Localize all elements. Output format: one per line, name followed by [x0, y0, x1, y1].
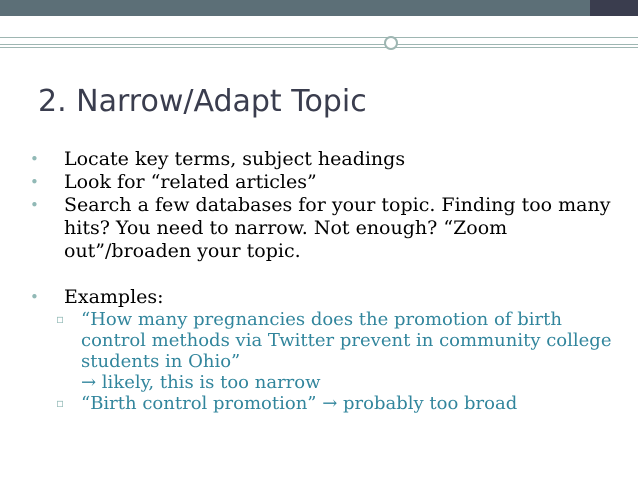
example-text: “Birth control promotion” → probably too broad — [81, 393, 518, 414]
header-rule — [0, 37, 638, 38]
sub-bullet-marker: ▫ — [56, 396, 65, 410]
slide-body — [24, 148, 614, 414]
bullet-marker: • — [30, 150, 39, 168]
slide-title: 2. Narrow/Adapt Topic — [38, 84, 367, 119]
bullet-marker: • — [30, 196, 39, 214]
top-banner-accent — [590, 0, 638, 16]
bullet-marker: • — [30, 173, 39, 191]
bullet-text: Search a few databases for your topic. Finding too many hits? You need to narrow. Not enough? “Zoom out”/broaden your topic. — [64, 194, 611, 262]
example-item — [24, 393, 614, 414]
spacer — [24, 263, 614, 286]
bullet-text: Locate key terms, subject headings — [64, 148, 406, 170]
example-item — [24, 309, 614, 393]
top-banner — [0, 0, 638, 16]
header-rule — [0, 47, 638, 48]
bullet-text: Look for “related articles” — [64, 171, 317, 193]
header-rule — [0, 44, 638, 45]
header-rule-circle — [384, 36, 398, 50]
sub-bullet-marker: ▫ — [56, 312, 65, 326]
example-text: “How many pregnancies does the promotion of birth control methods via Twitter prevent in community college students in Ohio” — [81, 309, 612, 372]
bullet-item — [24, 148, 614, 171]
bullet-item — [24, 286, 614, 309]
bullet-marker: • — [30, 288, 39, 306]
bullet-item — [24, 194, 614, 263]
example-note: → likely, this is too narrow — [81, 372, 321, 393]
bullet-item — [24, 171, 614, 194]
bullet-text: Examples: — [64, 286, 164, 308]
